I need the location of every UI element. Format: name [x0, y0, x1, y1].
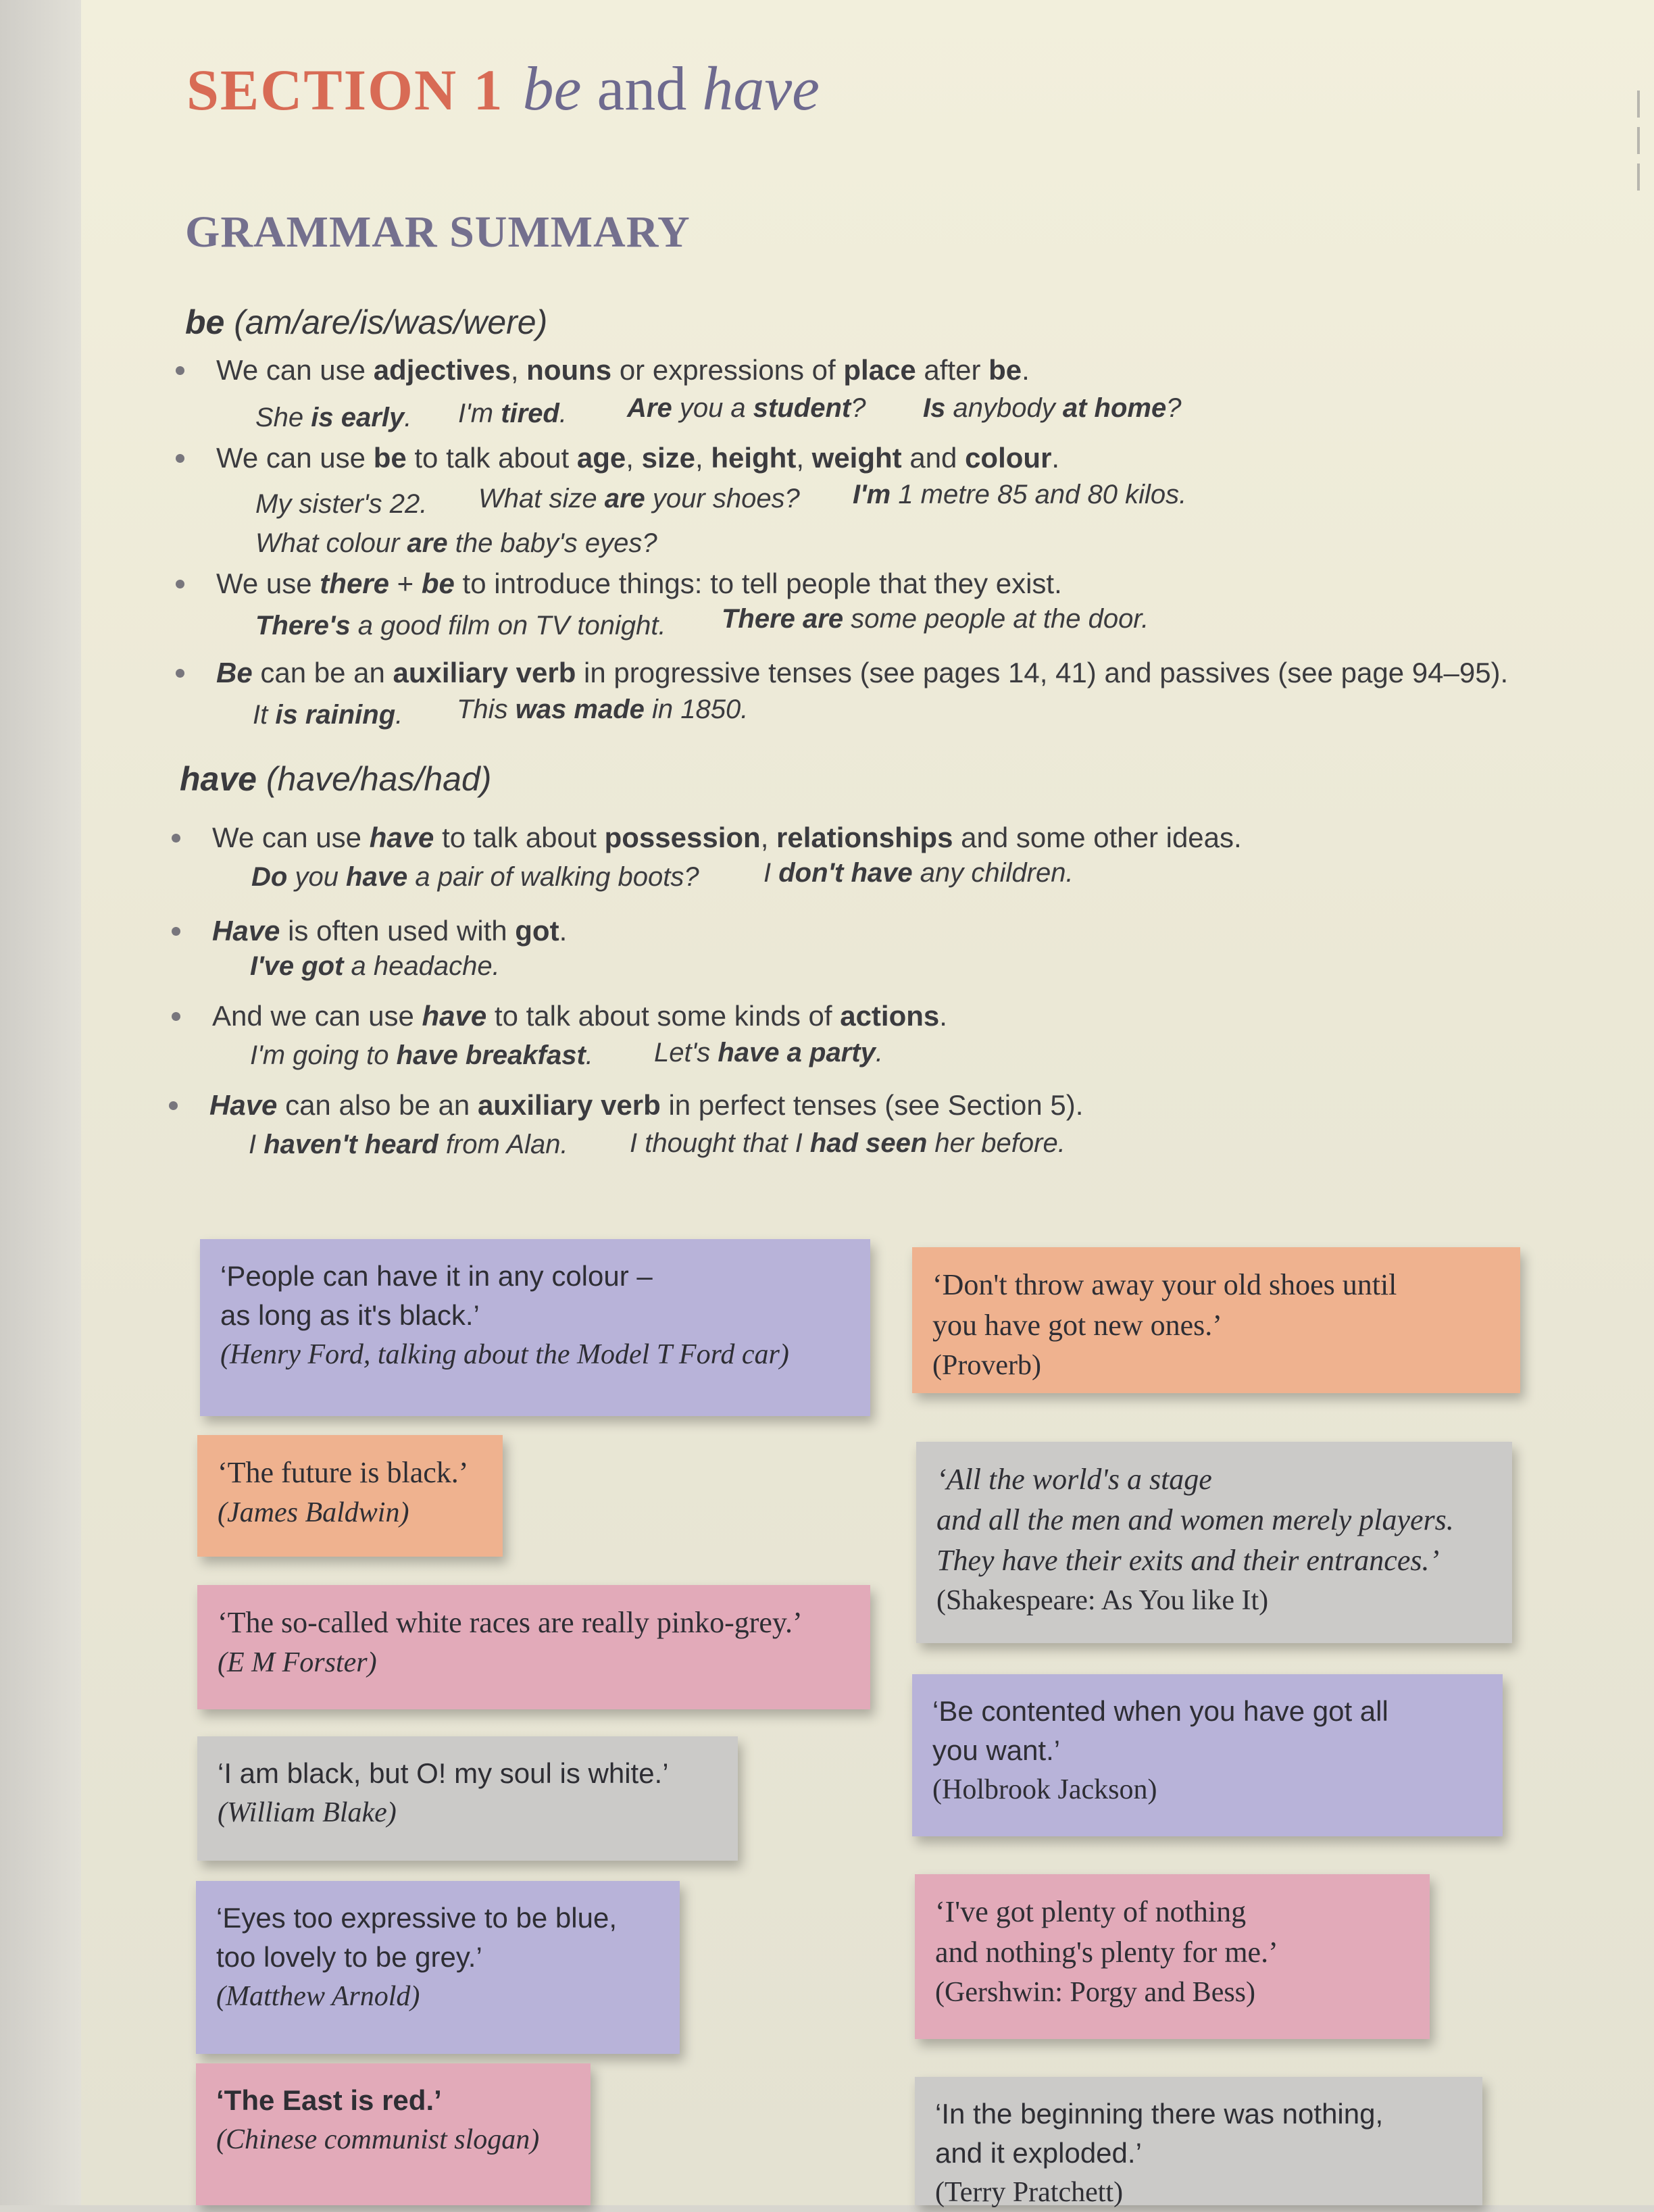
quote-card-em-forster [197, 1585, 870, 1709]
example: Let's have a party. [654, 1038, 883, 1067]
example: She is early. [255, 403, 412, 432]
bullet-dot [172, 1012, 180, 1021]
topic-have: have [702, 54, 820, 123]
example: I'm going to have breakfast. [250, 1040, 593, 1070]
example: What colour are the baby's eyes? [255, 528, 657, 558]
be-rule-4: Be can be an auxiliary verb in progressive tenses (see pages 14, 41) and passives (see page 94–95). [177, 653, 1508, 693]
topic-and: and [597, 54, 687, 123]
quote-text: ‘Don't throw away your old shoes until [932, 1268, 1397, 1301]
quote-attribution: (Chinese communist slogan) [216, 2124, 540, 2155]
quote-attribution: (Shakespeare: As You like It) [936, 1585, 1269, 1616]
example: I'm tired. [458, 399, 567, 428]
quote-card-gershwin [915, 1874, 1430, 2039]
bullet-dot [169, 1101, 178, 1110]
have-rule-1: We can use have to talk about possession, relationships and some other ideas. [173, 818, 1242, 858]
quote-attribution: (Proverb) [932, 1350, 1041, 1381]
quote-text: ‘I've got plenty of nothing [935, 1895, 1247, 1928]
quote-text: ‘Be contented when you have got all [932, 1695, 1388, 1727]
quote-text: you want.’ [932, 1734, 1061, 1766]
have-rule-3: And we can use have to talk about some kinds of actions. [173, 996, 947, 1036]
quote-text: you have got new ones.’ [932, 1309, 1222, 1342]
quote-attribution: (James Baldwin) [218, 1497, 409, 1528]
example: Are you a student? [627, 393, 866, 423]
quote-attribution: (Gershwin: Porgy and Bess) [935, 1977, 1256, 2008]
topic-be: be [522, 54, 582, 123]
bullet-dot [176, 580, 184, 588]
quote-text: ‘People can have it in any colour – [220, 1260, 653, 1292]
have-rule-4: Have can also be an auxiliary verb in perfect tenses (see Section 5). [170, 1085, 1083, 1126]
quote-attribution: (Matthew Arnold) [216, 1981, 420, 2012]
example: Is anybody at home? [923, 393, 1182, 423]
quote-card-henry-ford [200, 1239, 870, 1416]
facing-page-edge [1632, 81, 1645, 257]
quote-text: ‘In the beginning there was nothing, [935, 2098, 1384, 2130]
quote-text: and nothing's plenty for me.’ [935, 1936, 1278, 1969]
section-title [186, 53, 820, 124]
quote-text: and it exploded.’ [935, 2137, 1142, 2169]
quote-card-chinese-slogan [196, 2063, 591, 2205]
example: Do you have a pair of walking boots? [251, 862, 699, 892]
section-label: SECTION 1 [186, 57, 504, 122]
quote-card-terry-pratchett [915, 2077, 1482, 2208]
quote-attribution: (Henry Ford, talking about the Model T Ford car) [220, 1339, 789, 1370]
quote-card-shakespeare [916, 1442, 1512, 1643]
quote-card-holbrook-jackson [912, 1674, 1503, 1836]
quote-card-james-baldwin [197, 1435, 503, 1557]
quote-card-william-blake [197, 1736, 738, 1861]
example: I don't have any children. [763, 858, 1074, 888]
bullet-dot [176, 366, 184, 375]
quote-text: ‘The East is red.’ [216, 2084, 442, 2116]
quote-text: ‘Eyes too expressive to be blue, [216, 1902, 618, 1934]
quote-attribution: (E M Forster) [218, 1647, 377, 1678]
bullet-dot [176, 669, 184, 678]
page-gutter [0, 0, 81, 2205]
example: I've got a headache. [250, 951, 500, 981]
have-heading-verb: have [180, 760, 257, 798]
bullet-dot [176, 454, 184, 463]
be-rule-2: We can use be to talk about age, size, height, weight and colour. [177, 438, 1059, 478]
have-heading [180, 759, 491, 799]
be-rule-3: We use there + be to introduce things: to tell people that they exist. [177, 563, 1062, 604]
example: This was made in 1850. [457, 695, 749, 724]
quote-text: ‘All the world's a stage [936, 1463, 1212, 1496]
quote-text: and all the men and women merely players. [936, 1503, 1454, 1536]
be-heading [185, 303, 547, 342]
quote-card-proverb [912, 1247, 1520, 1393]
have-rule-2: Have is often used with got. [173, 911, 567, 951]
quote-attribution: (William Blake) [218, 1797, 397, 1828]
be-heading-verb: be [185, 303, 225, 341]
be-heading-forms: (am/are/is/was/were) [234, 303, 548, 341]
section-topic [523, 54, 820, 123]
example: There's a good film on TV tonight. [255, 611, 666, 640]
bullet-dot [172, 927, 180, 936]
example: What size are your shoes? [478, 484, 800, 513]
example: I thought that I had seen her before. [630, 1128, 1066, 1158]
quote-text: ‘The so-called white races are really pinko-grey.’ [218, 1606, 803, 1639]
example: My sister's 22. [255, 489, 428, 519]
quote-attribution: (Terry Pratchett) [935, 2177, 1124, 2208]
quote-text: too lovely to be grey.’ [216, 1941, 482, 1973]
bullet-dot [172, 834, 180, 843]
be-rule-1: We can use adjectives, nouns or expressions of place after be. [177, 350, 1030, 391]
quote-text: ‘I am black, but O! my soul is white.’ [218, 1757, 669, 1789]
grammar-summary-title: GRAMMAR SUMMARY [185, 207, 691, 257]
quote-attribution: (Holbrook Jackson) [932, 1774, 1157, 1805]
quote-text: They have their exits and their entrances.’ [936, 1544, 1440, 1577]
example: I haven't heard from Alan. [249, 1130, 568, 1159]
quote-text: ‘The future is black.’ [218, 1456, 469, 1489]
quote-card-matthew-arnold [196, 1881, 680, 2054]
example: It is raining. [253, 700, 403, 730]
example: There are some people at the door. [722, 604, 1149, 634]
quote-text: as long as it's black.’ [220, 1299, 480, 1331]
example: I'm 1 metre 85 and 80 kilos. [853, 480, 1187, 509]
have-heading-forms: (have/has/had) [266, 760, 492, 798]
